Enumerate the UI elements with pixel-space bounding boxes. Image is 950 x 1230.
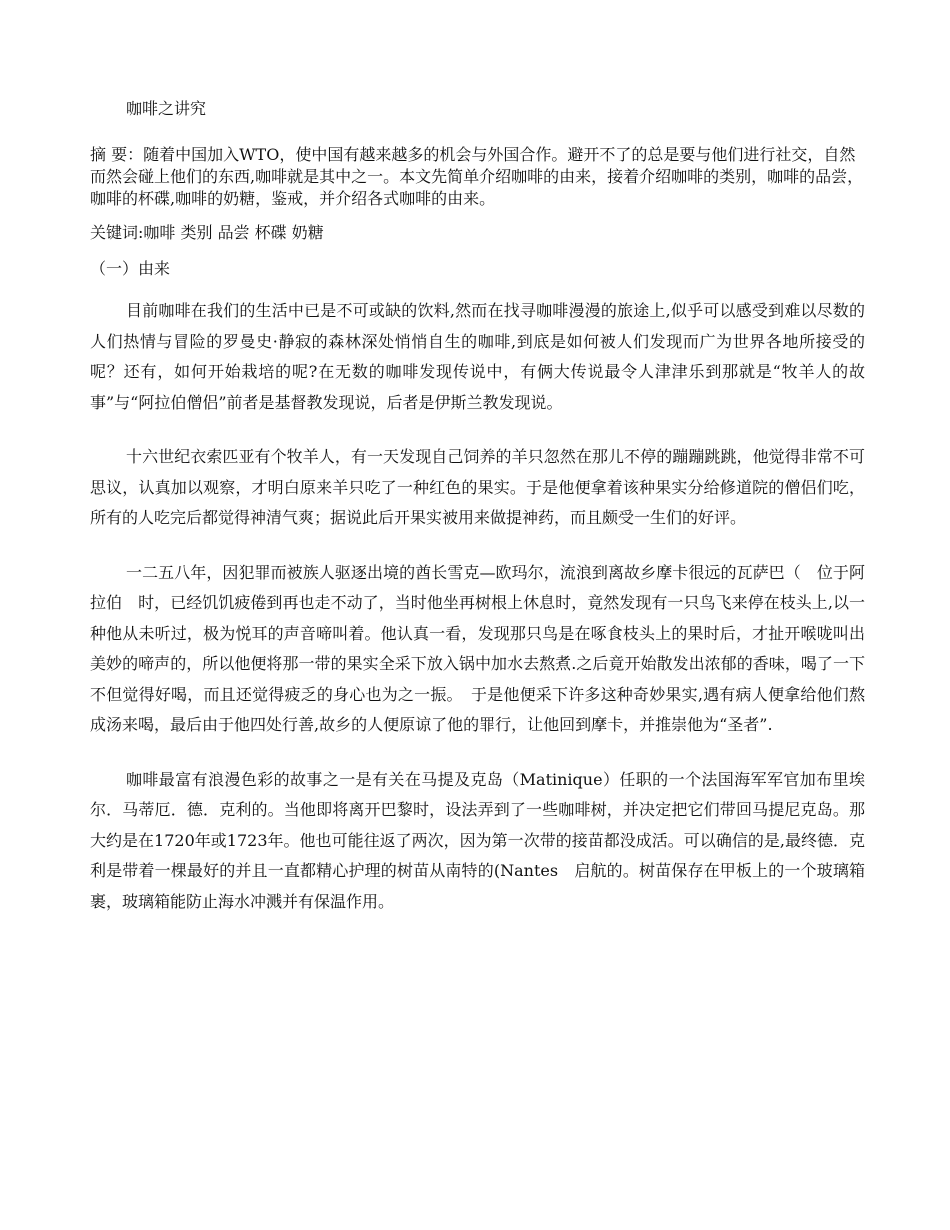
document-title: 咖啡之讲究: [126, 99, 207, 118]
keywords: 关键词:咖啡 类别 品尝 杯碟 奶糖: [90, 223, 324, 242]
paragraph-2: 十六世纪衣索匹亚有个牧羊人，有一天发现自己饲养的羊只忽然在那儿不停的蹦蹦跳跳，他觉得非常不可思议，认真加以观察，才明白原来羊只吃了一种红色的果实。于是他便拿着该种果实分给修道院的僧侣们吃，所有的人吃完后都觉得神清气爽；据说此后开果实被用来做提神药，而且颇受一生们的好评。: [90, 447, 865, 527]
section-heading: （一）由来: [90, 259, 171, 278]
document-page: [90, 96, 865, 941]
abstract: 摘 要：随着中国加入WTO，使中国有越来越多的机会与外国合作。避开不了的总是要与他们进行社交，自然而然会碰上他们的东西,咖啡就是其中之一。本文先简单介绍咖啡的由来，接着介绍咖啡的类别，咖啡的品尝，咖啡的杯碟,咖啡的奶糖，鉴戒，并介绍各式咖啡的由来。: [90, 145, 864, 208]
paragraph-1: 目前咖啡在我们的生活中已是不可或缺的饮料,然而在找寻咖啡漫漫的旅途上,似乎可以感受到难以尽数的人们热情与冒险的罗曼史·静寂的森林深处悄悄自生的咖啡,到底是如何被人们发现而广为世界各地所接受的呢？还有，如何开始栽培的呢?在无数的咖啡发现传说中，有俩大传说最令人津津乐到那就是“牧羊人的故事”与“阿拉伯僧侣”前者是基督教发现说，后者是伊斯兰教发现说。: [90, 301, 865, 412]
paragraph-4: 咖啡最富有浪漫色彩的故事之一是有关在马提及克岛（Matinique）任职的一个法国海军军官加布里埃尔．马蒂厄．德．克利的。当他即将离开巴黎时，设法弄到了一些咖啡树，并决定把它们带回马提尼克岛。那大约是在1720年或1723年。他也可能往返了两次，因为第一次带的接苗都没成活。可以确信的是,最终德．克利是带着一棵最好的并且一直都精心护理的树苗从南特的(Nantes 启航的。树苗保存在甲板上的一个玻璃箱裹，玻璃箱能防止海水冲溅并有保温作用。: [90, 769, 865, 911]
paragraph-3: 一二五八年，因犯罪而被族人驱逐出境的酋长雪克—欧玛尔，流浪到离故乡摩卡很远的瓦萨巴（ 位于阿拉伯 时，已经饥饥疲倦到再也走不动了，当时他坐再树根上休息时，竟然发现有一只鸟飞来停在枝头上,以一种他从未听过，极为悦耳的声音啼叫着。他认真一看，发现那只鸟是在啄食枝头上的果时后，才扯开喉咙叫出美妙的啼声的，所以他便将那一带的果实全采下放入锅中加水去熬煮.之后竟开始散发出浓郁的香味，喝了一下不但觉得好喝，而且还觉得疲乏的身心也为之一振。 于是他便采下许多这种奇妙果实,遇有病人便拿给他们熬成汤来喝，最后由于他四处行善,故乡的人便原谅了他的罪行，让他回到摩卡，并推崇他为“圣者”.: [90, 562, 865, 734]
